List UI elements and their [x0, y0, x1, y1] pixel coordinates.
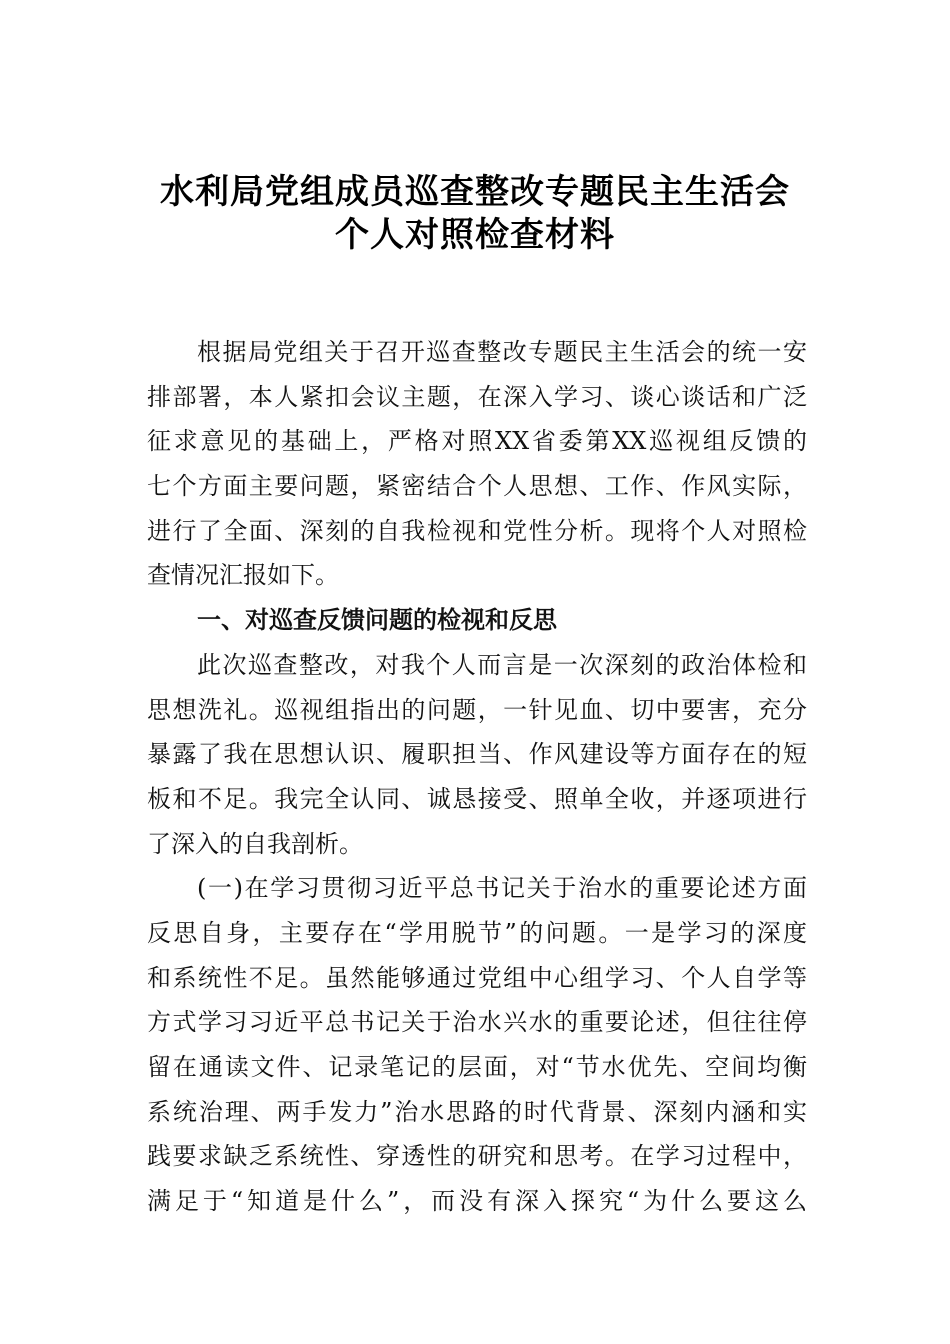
- text-line: 思想洗礼。巡视组指出的问题，一针见血、切中要害，充分: [147, 695, 807, 724]
- document-title-line-1: 水利局党组成员巡查整改专题民主生活会: [160, 172, 790, 212]
- text-line: 排部署，本人紧扣会议主题，在深入学习、谈心谈话和广泛: [147, 382, 807, 411]
- text-line: 进行了全面、深刻的自我检视和党性分析。现将个人对照检: [147, 516, 807, 545]
- text-line: 根据局党组关于召开巡查整改专题民主生活会的统一安: [197, 338, 807, 366]
- document-body: [147, 330, 807, 1224]
- text-line: 方式学习习近平总书记关于治水兴水的重要论述，但往往停: [147, 1008, 807, 1037]
- section-heading: [147, 598, 807, 643]
- text-line: 此次巡查整改，对我个人而言是一次深刻的政治体检和: [197, 650, 807, 679]
- paragraph: [147, 643, 807, 866]
- text-line: 留在通读文件、记录笔记的层面，对“节水优先、空间均衡: [147, 1053, 807, 1081]
- text-line: 一、对巡查反馈问题的检视和反思: [197, 606, 557, 635]
- text-line: 反思自身，主要存在“学用脱节”的问题。一是学习的深度: [147, 918, 807, 947]
- text-line: 板和不足。我完全认同、诚恳接受、照单全收，并逐项进行: [147, 784, 807, 813]
- paragraph: [147, 330, 807, 598]
- text-line: 系统治理、两手发力”治水思路的时代背景、深刻内涵和实: [147, 1097, 807, 1126]
- text-line: 践要求缺乏系统性、穿透性的研究和思考。在学习过程中，: [147, 1142, 807, 1171]
- text-line: 和系统性不足。虽然能够通过党组中心组学习、个人自学等: [147, 963, 807, 992]
- text-line: 征求意见的基础上，严格对照XX省委第XX巡视组反馈的: [147, 427, 807, 456]
- text-line: 满足于“知道是什么”，而没有深入探究“为什么要这么: [147, 1187, 807, 1216]
- document-title-line-2: 个人对照检查材料: [335, 215, 615, 255]
- text-line: 了深入的自我剖析。: [147, 829, 363, 858]
- text-line: 暴露了我在思想认识、履职担当、作风建设等方面存在的短: [147, 740, 807, 769]
- text-line: (一)在学习贯彻习近平总书记关于治水的重要论述方面: [197, 874, 807, 903]
- text-line: 七个方面主要问题，紧密结合个人思想、工作、作风实际，: [147, 472, 807, 501]
- text-line: 查情况汇报如下。: [147, 561, 339, 590]
- paragraph: [147, 866, 807, 1224]
